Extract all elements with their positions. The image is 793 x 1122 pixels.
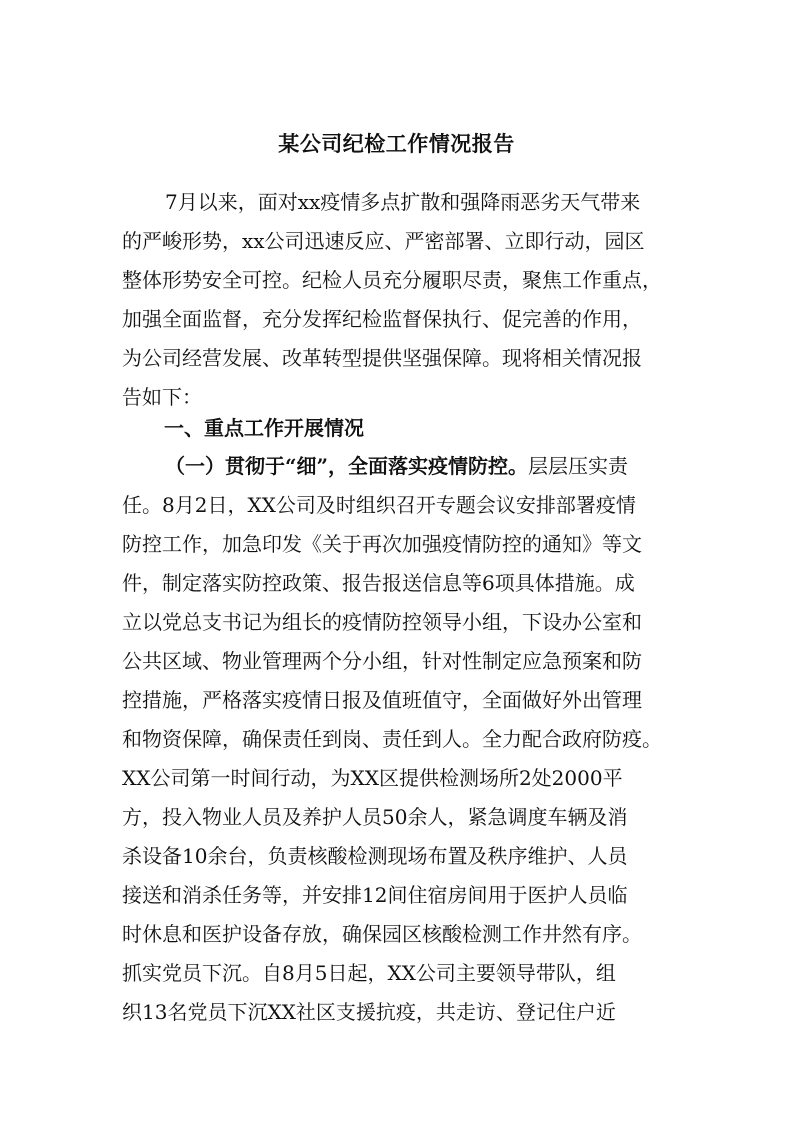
body-line-8: XX公司第一时间行动，为XX区提供检测场所2处2000平 [122,766,623,790]
body-line-6: 控措施，严格落实疫情日报及值班值守，全面做好外出管理 [122,688,642,712]
intro-line-4: 加强全面监督，充分发挥纪检监督保执行、促完善的作用， [122,307,642,331]
intro-line-1: 7月以来，面对xx疫情多点扩散和强降雨恶劣天气带来 [165,190,641,214]
body-line-14: 织13名党员下沉XX社区支援抗疫，共走访、登记住户近 [122,1000,616,1024]
body-line-12: 时休息和医护设备存放，确保园区核酸检测工作井然有序。 [122,922,642,946]
body-line-11: 接送和消杀任务等，并安排12间住宿房间用于医护人员临 [122,883,628,907]
body-line-7: 和物资保障，确保责任到岗、责任到人。全力配合政府防疫。 [122,727,662,751]
body-line-3: 件，制定落实防控政策、报告报送信息等6项具体措施。成 [122,571,635,595]
subsection-first-line [165,450,628,482]
body-line-9: 方，投入物业人员及养护人员50余人，紧急调度车辆及消 [122,805,628,829]
intro-line-3: 整体形势安全可控。纪检人员充分履职尽责，聚焦工作重点， [122,268,662,292]
body-line-5: 公共区域、物业管理两个分小组，针对性制定应急预案和防 [122,649,642,673]
intro-line-2: 的严峻形势，xx公司迅速反应、严密部署、立即行动，园区 [122,229,645,253]
intro-line-5: 为公司经营发展、改革转型提供坚强保障。现将相关情况报 [122,346,642,370]
body-line-13: 抓实党员下沉。自8月5日起，XX公司主要领导带队，组 [122,961,616,985]
subsection-heading: （一）贯彻于“细”，全面落实疫情防控。 [165,454,529,478]
section-heading: 一、重点工作开展情况 [164,416,364,440]
body-line-10: 杀设备10余台，负责核酸检测现场布置及秩序维护、人员 [122,844,628,868]
body-line-1: 任。8月2日，XX公司及时组织召开专题会议安排部署疫情 [122,493,636,517]
body-line-2: 防控工作，加急印发《关于再次加强疫情防控的通知》等文 [122,532,642,556]
intro-line-6: 告如下： [122,385,202,409]
body-line-4: 立以党总支书记为组长的疫情防控领导小组，下设办公室和 [122,610,642,634]
subsection-first-line-rest: 层层压实责 [528,454,629,478]
document-title: 某公司纪检工作情况报告 [278,132,515,156]
